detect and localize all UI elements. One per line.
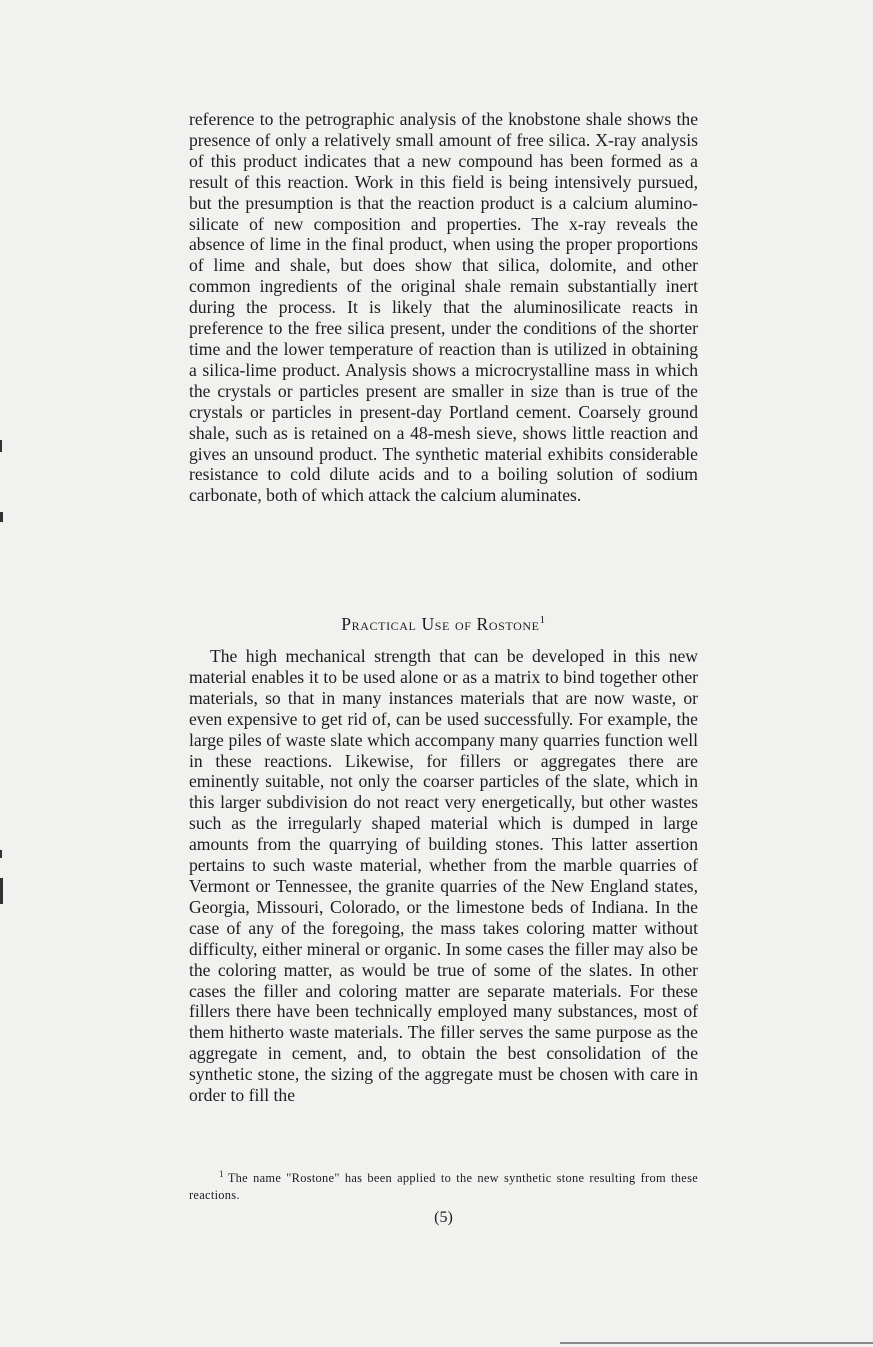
footnote-text: The name "Rostone" has been applied to the new synthetic stone resulting from these reactions.: [189, 1171, 698, 1202]
section-heading-text: Practical Use of Rostone: [341, 614, 540, 634]
scan-margin-mark: [0, 440, 2, 452]
body-paragraph-1: reference to the petrographic analysis of the knobstone shale shows the presence of only a relatively small amount of free silica. X-ray analysis of this product indicates that a new compound has been formed as a result of this reaction. Work in this field is being intensively pursued, but the presumption is that the reaction product is a calcium alumino-silicate of new composition and properties. The x-ray reveals the absence of lime in the final product, when using the proper proportions of lime and shale, but does show that silica, dolomite, and other common ingredients of the original shale remain substantially inert during the process. It is likely that the aluminosilicate reacts in preference to the free silica present, under the conditions of the shorter time and the lower temperature of reaction than is utilized in obtaining a silica-lime product. Analysis shows a microcrystalline mass in which the crystals or particles present are smaller in size than is true of the crystals or particles in present-day Portland cement. Coarsely ground shale, such as is retained on a 48-mesh sieve, shows little reaction and gives an unsound product. The synthetic material exhibits considerable resistance to cold dilute acids and to a boiling solution of sodium carbonate, both of which attack the calcium aluminates.: [189, 109, 698, 506]
scan-edge-shadow: [560, 1342, 873, 1344]
heading-footnote-reference: 1: [539, 614, 546, 627]
page-number: (5): [434, 1209, 453, 1226]
section-heading: [189, 613, 698, 635]
footnote: [189, 1170, 698, 1204]
body-paragraph-2: The high mechanical strength that can be developed in this new material enables it to be used alone or as a matrix to bind together other materials, so that in many instances materials that are now waste, or even expensive to get rid of, can be used successfully. For example, the large piles of waste slate which accompany many quarries function well in these reactions. Likewise, for fillers or aggregates there are eminently suitable, not only the coarser particles of the slate, which in this larger subdivision do not react very energetically, but other wastes such as the irregularly shaped material which is dumped in large amounts from the quarrying of building stones. This latter assertion pertains to such waste material, whether from the marble quarries of Vermont or Tennessee, the granite quarries of the New England states, Georgia, Missouri, Colorado, or the limestone beds of Indiana. In the case of any of the foregoing, the mass takes coloring matter without difficulty, either mineral or organic. In some cases the filler may also be the coloring matter, as would be true of some of the slates. In other cases the filler and coloring matter are separate materials. For these fillers there have been technically employed many substances, most of them hitherto waste materials. The filler serves the same purpose as the aggregate in cement, and, to obtain the best consolidation of the synthetic stone, the sizing of the aggregate must be chosen with care in order to fill the: [189, 646, 698, 1106]
scan-margin-mark: [0, 878, 3, 904]
scan-margin-mark: [0, 850, 2, 858]
footnote-mark: 1: [219, 1168, 224, 1179]
scan-margin-mark: [0, 512, 3, 522]
